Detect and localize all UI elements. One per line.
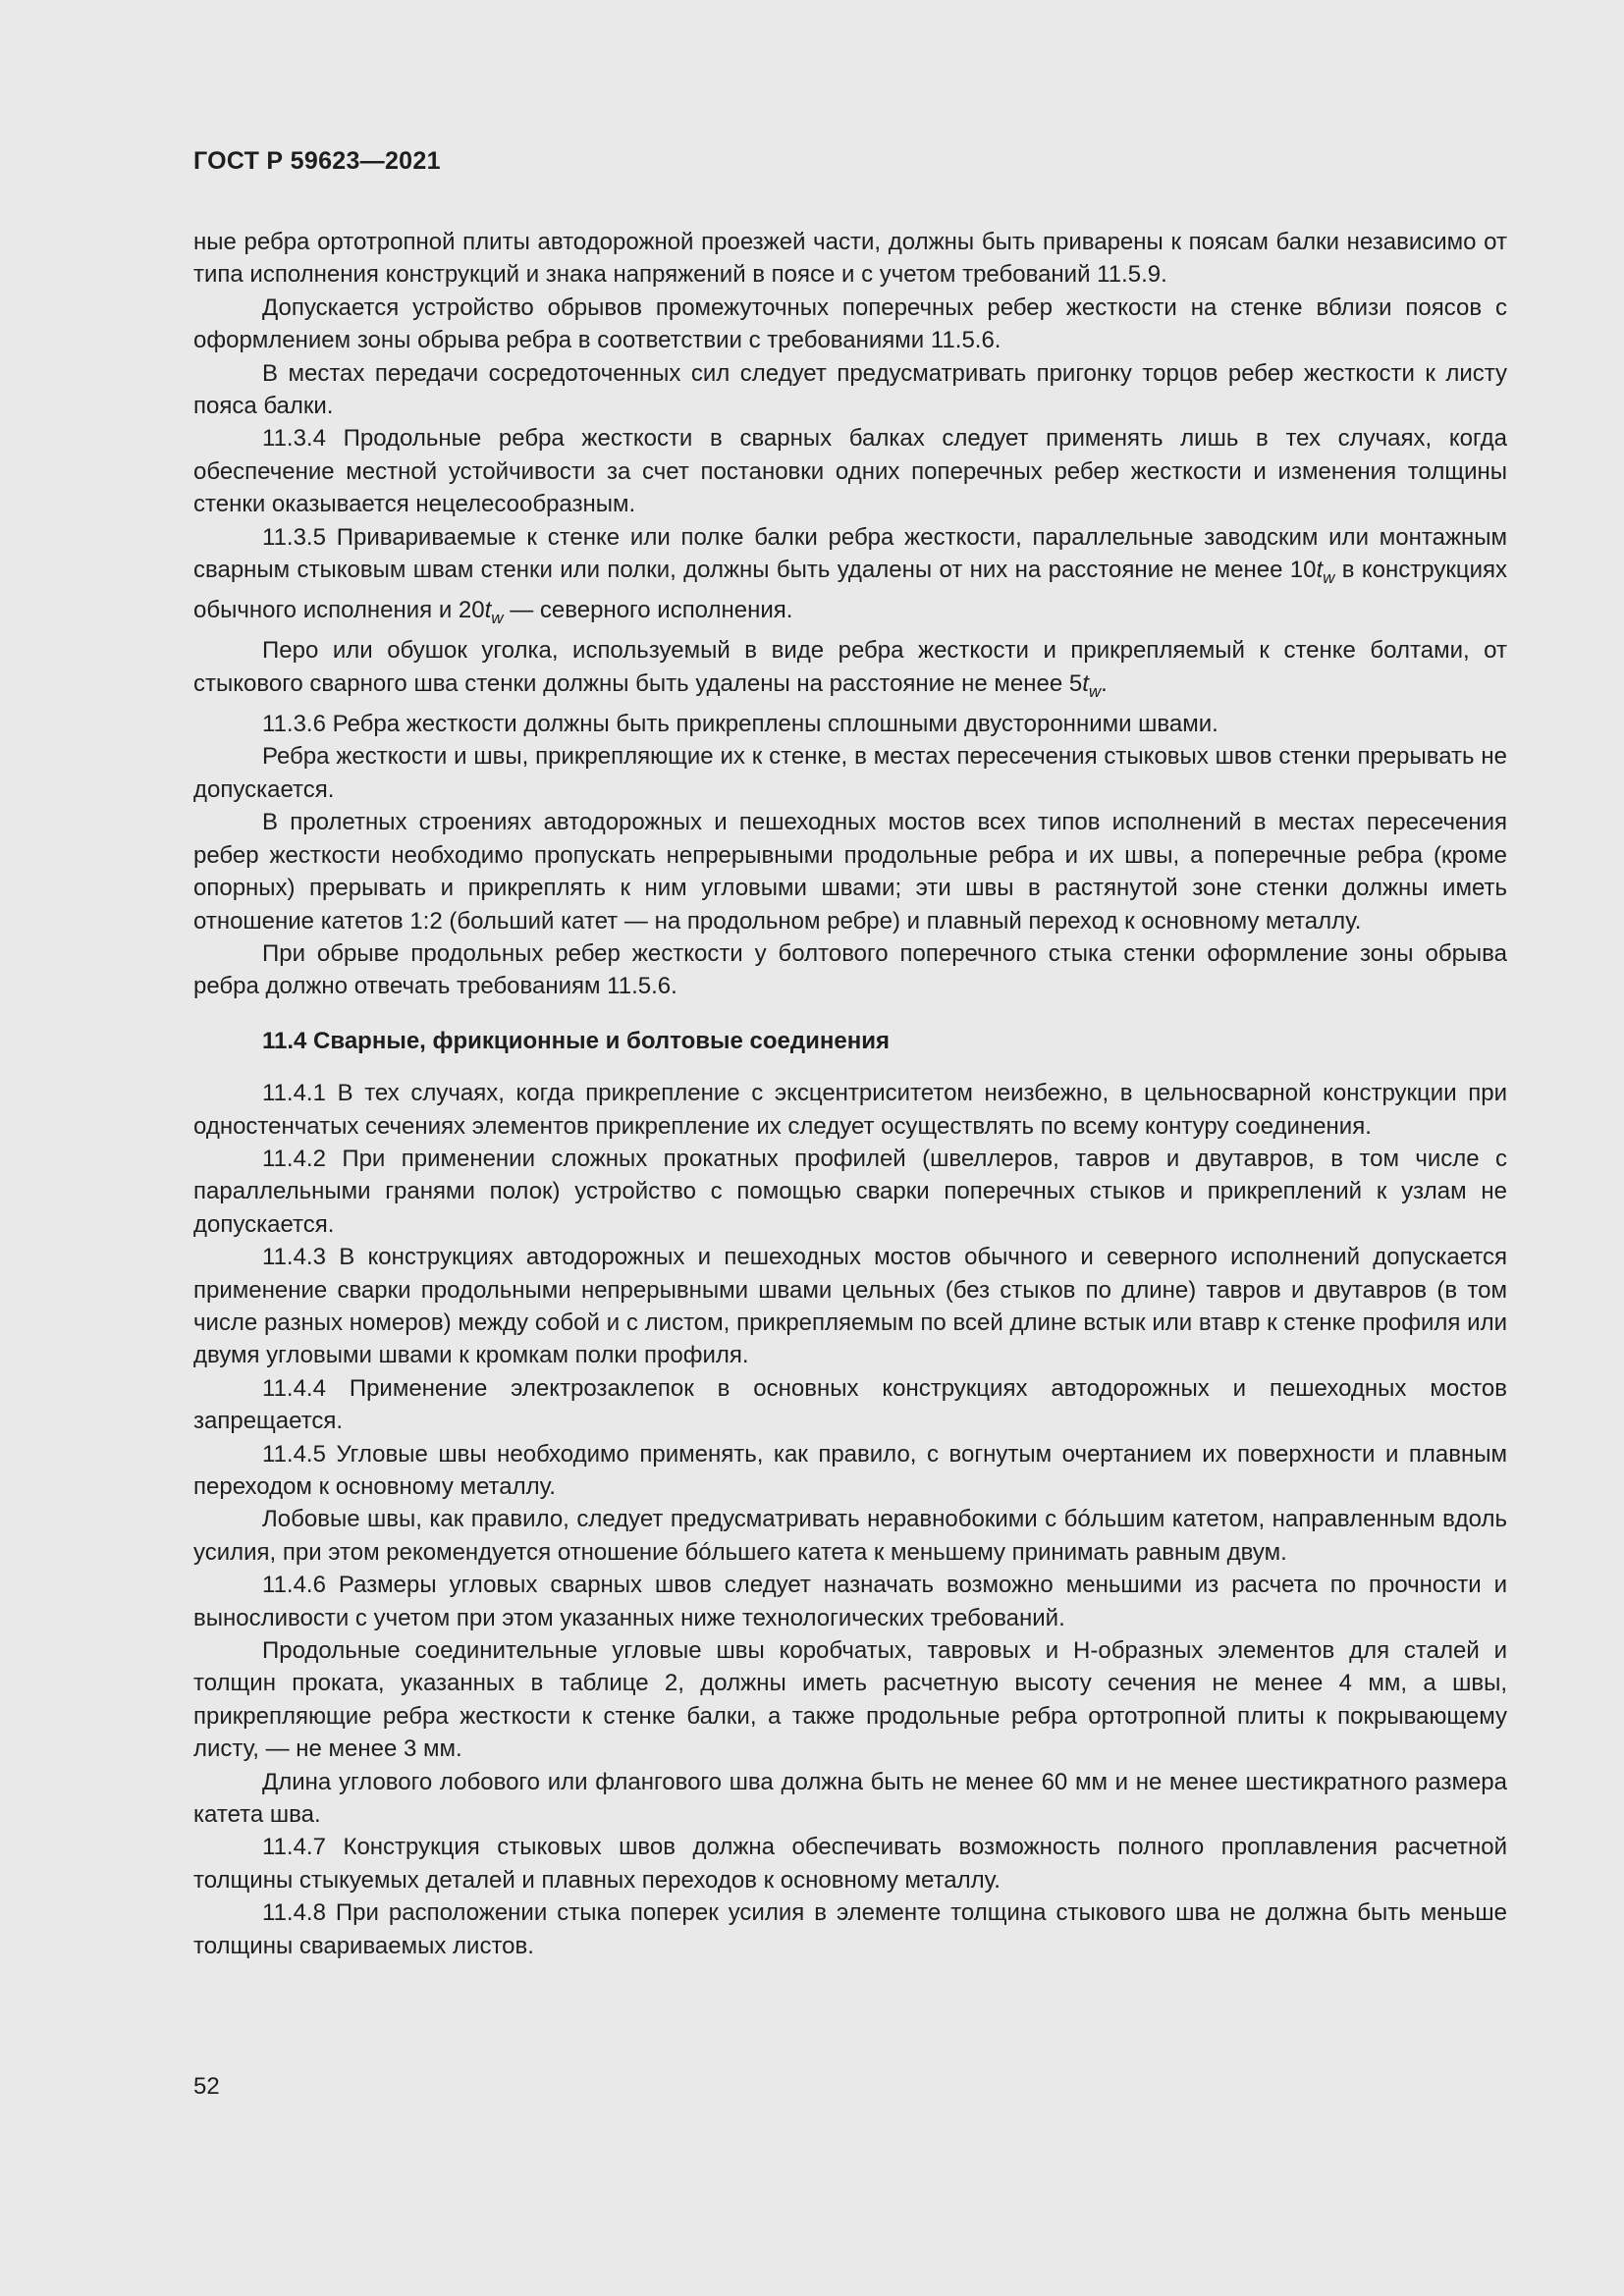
body-paragraph	[193, 357, 1507, 423]
body-paragraph	[193, 806, 1507, 937]
text-run: Длина углового лобового или флангового шва должна быть не менее 60 мм и не менее шестикратного размера катета шва.	[193, 1768, 1507, 1829]
body-paragraph	[193, 1896, 1507, 1962]
text-run: 11.4.8 При расположении стыка поперек усилия в элементе толщина стыкового шва не должна быть меньше толщины свариваемых листов.	[193, 1899, 1507, 1959]
text-run: 11.3.6 Ребра жесткости должны быть прикреплены сплошными двусторонними швами.	[262, 711, 1218, 738]
text-run: 11.3.4 Продольные ребра жесткости в сварных балках следует применять лишь в тех случаях, когда обеспечение местной устойчивости за счет постановки одних поперечных ребер жесткости и изменения толщины стенки оказывается нецелесообразным.	[193, 425, 1507, 518]
page-body	[193, 226, 1507, 1962]
text-run: В пролетных строениях автодорожных и пешеходных мостов всех типов исполнений в местах пересечения ребер жесткости необходимо пропускать непрерывными продольные ребра и их швы, а поперечные ребра (кроме опорных) прерывать и прикреплять к ним угловыми швами; эти швы в растянутой зоне стенки должны иметь отношение катетов 1:2 (больший катет — на продольном ребре) и плавный переход к основному металлу.	[193, 809, 1507, 934]
body-paragraph	[193, 292, 1507, 357]
italic-symbol: t	[1082, 669, 1089, 697]
text-run: В местах передачи сосредоточенных сил следует предусматривать пригонку торцов ребер жесткости к листу пояса балки.	[193, 359, 1507, 420]
italic-symbol: t	[484, 597, 492, 624]
text-run: 11.3.5 Привариваемые к стенке или полке балки ребра жесткости, параллельные заводским или монтажным сварным стыковым швам стенки или полки, должны быть удалены от них на расстояние не менее 10	[193, 523, 1507, 584]
body-paragraph	[193, 1372, 1507, 1438]
text-run: Продольные соединительные угловые швы коробчатых, тавровых и Н-образных элементов для сталей и толщин проката, указанных в таблице 2, должны иметь расчетную высоту сечения не менее 4 мм, а швы, прикрепляющие ребра жесткости к стенке балки, а также продольные ребра ортотропной плиты к покрывающему листу, — не менее 3 мм.	[193, 1637, 1507, 1763]
body-paragraph	[193, 1634, 1507, 1766]
text-run: 11.4.4 Применение электрозаклепок в основных конструкциях автодорожных и пешеходных мостов запрещается.	[193, 1374, 1507, 1435]
text-run: 11.4.6 Размеры угловых сварных швов следует назначать возможно меньшими из расчета по прочности и выносливости с учетом при этом указанных ниже технологических требований.	[193, 1572, 1507, 1631]
body-paragraph	[193, 1077, 1507, 1143]
section-heading	[262, 1025, 1507, 1057]
text-run: 11.4.3 В конструкциях автодорожных и пешеходных мостов обычного и северного исполнений допускается применение сварки продольными непрерывными швами цельных (без стыков по длине) тавров и двутавров (в том числе разных номеров) между собой и с листом, прикрепляемым по всей длине встык или втавр к стенке профиля или двумя угловыми швами к кромкам полки профиля.	[193, 1244, 1507, 1369]
body-paragraph	[193, 1438, 1507, 1504]
body-paragraph	[193, 1241, 1507, 1372]
text-run: — северного исполнения.	[503, 597, 793, 624]
text-run: 11.4.7 Конструкция стыковых швов должна обеспечивать возможность полного проплавления расчетной толщины стыкуемых деталей и плавных переходов к основному металлу.	[193, 1834, 1507, 1894]
body-paragraph	[193, 708, 1507, 740]
text-run: Ребра жесткости и швы, прикрепляющие их к стенке, в местах пересечения стыковых швов стенки прерывать не допускается.	[193, 743, 1507, 803]
text-run: 11.4 Сварные, фрикционные и болтовые соединения	[262, 1027, 890, 1054]
subscript-text: w	[1088, 681, 1102, 701]
text-run: 11.4.2 При применении сложных прокатных профилей (швеллеров, тавров и двутавров, в том числе с параллельными гранями полок) устройство с помощью сварки поперечных стыков и прикреплений к узлам не допускается.	[193, 1145, 1507, 1238]
italic-symbol: t	[1316, 557, 1324, 584]
text-run: Допускается устройство обрывов промежуточных поперечных ребер жесткости на стенке вблизи поясов с оформлением зоны обрыва ребра в соответствии с требованиями 11.5.6.	[193, 294, 1507, 354]
body-paragraph	[193, 226, 1507, 292]
body-paragraph	[193, 1503, 1507, 1569]
body-paragraph	[193, 634, 1507, 708]
text-run: .	[1101, 669, 1108, 697]
subscript-text: w	[1323, 567, 1335, 587]
text-run: Лобовые швы, как правило, следует предусматривать неравнобокими с бóльшим катетом, направленным вдоль усилия, при этом рекомендуется отношение бóльшего катета к меньшему принимать равным двум.	[193, 1506, 1507, 1566]
text-run: 11.4.5 Угловые швы необходимо применять, как правило, с вогнутым очертанием их поверхности и плавным переходом к основному металлу.	[193, 1440, 1507, 1501]
body-paragraph	[193, 1569, 1507, 1634]
text-run: 11.4.1 В тех случаях, когда прикрепление с эксцентриситетом неизбежно, в цельносварной конструкции при одностенчатых сечениях элементов прикрепление их следует осуществлять по всему контуру соединения.	[193, 1080, 1507, 1140]
body-paragraph	[193, 422, 1507, 520]
body-paragraph	[193, 1766, 1507, 1832]
subscript-text: w	[491, 609, 504, 628]
text-run: ные ребра ортотропной плиты автодорожной проезжей части, должны быть приварены к поясам балки независимо от типа исполнения конструкций и знака напряжений в поясе и с учетом требований 11.5.9.	[193, 229, 1507, 289]
page-number: 52	[193, 2073, 220, 2100]
text-run: При обрыве продольных ребер жесткости у болтового поперечного стыка стенки оформление зоны обрыва ребра должно отвечать требованиям 11.5.6.	[193, 939, 1507, 1000]
body-paragraph	[193, 521, 1507, 635]
text-run: Перо или обушок уголка, используемый в виде ребра жесткости и прикрепляемый к стенке болтами, от стыкового сварного шва стенки должны быть удалены на расстояние не менее 5	[193, 637, 1507, 697]
text-run: в конструкциях обычного исполнения и 20	[193, 557, 1507, 624]
body-paragraph	[193, 740, 1507, 806]
document-code-header: ГОСТ Р 59623—2021	[193, 147, 441, 175]
body-paragraph	[193, 1143, 1507, 1241]
body-paragraph	[193, 937, 1507, 1003]
body-paragraph	[193, 1831, 1507, 1896]
